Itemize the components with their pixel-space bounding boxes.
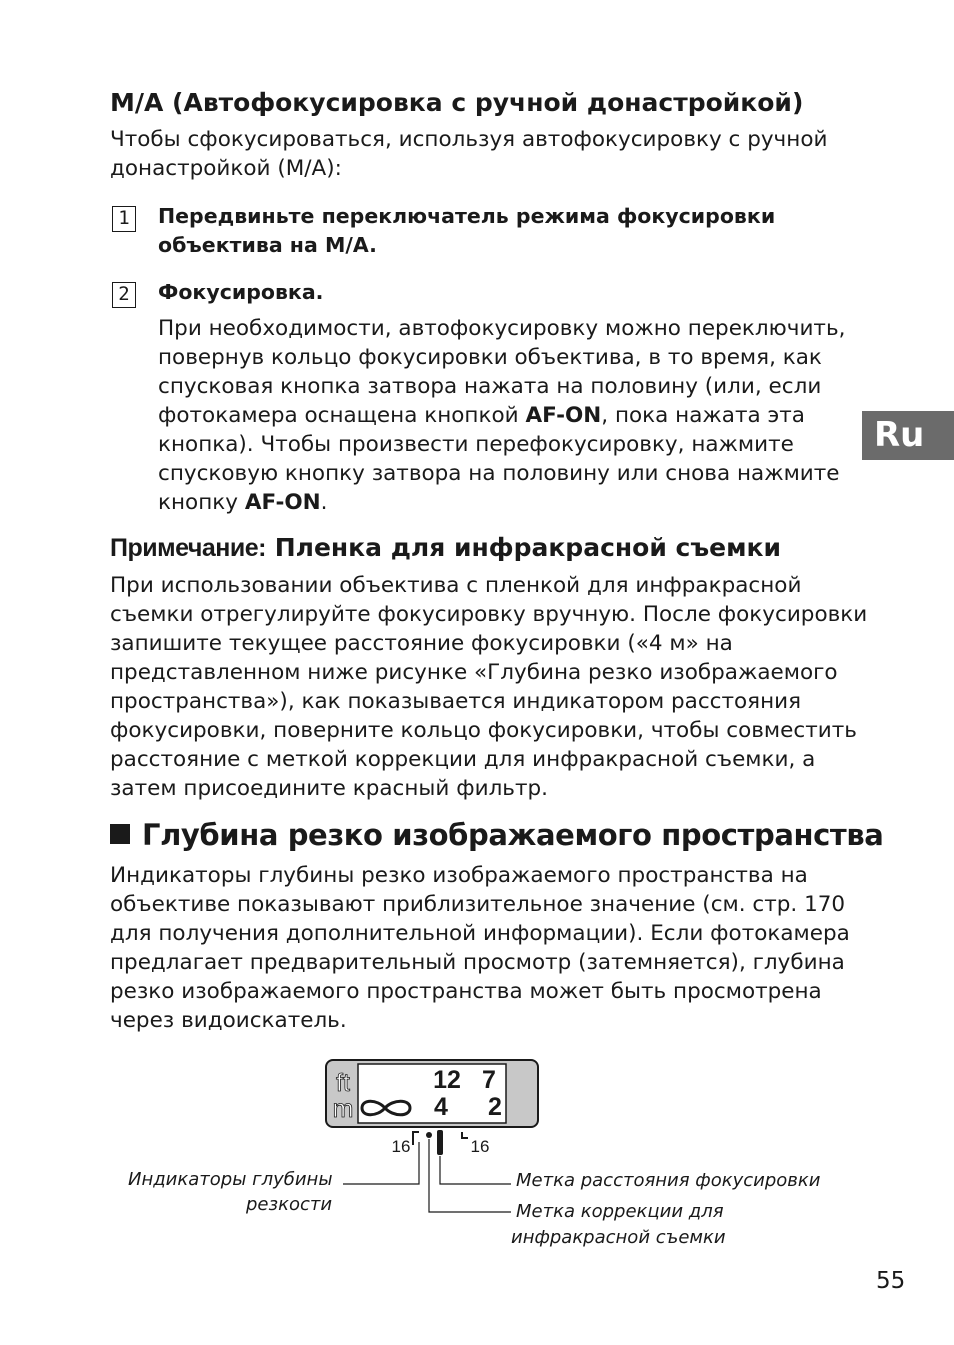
step-number-2: 2 — [112, 282, 136, 308]
unit-m-label: m — [332, 1095, 354, 1123]
body-line: кнопку AF-ON. — [158, 490, 328, 515]
intro-line: донастройкой (M/A): — [110, 156, 342, 181]
note-line: пространства»), как показывается индикатором расстояния — [110, 689, 802, 714]
dof-line: для получения дополнительной информации). Если фотокамера — [110, 921, 850, 946]
dof-right-bracket — [462, 1132, 468, 1138]
step-title-line: Передвиньте переключатель режима фокусировки — [158, 204, 776, 228]
body-line: кнопка). Чтобы произвести перефокусировку, нажмите — [158, 432, 794, 457]
section-title-ma: M/A (Автофокусировка с ручной донастройкой) — [110, 88, 804, 117]
note-heading: Пленка для инфракрасной съемки — [274, 533, 782, 562]
note-line: При использовании объектива с пленкой для инфракрасной — [110, 573, 802, 598]
page-number: 55 — [876, 1268, 906, 1294]
step-number-1: 1 — [112, 206, 136, 232]
ir-correction-dot — [426, 1132, 432, 1138]
dof-line: резко изображаемого пространства может быть просмотрена — [110, 979, 822, 1004]
af-on-key: AF-ON — [244, 490, 321, 515]
dof-left-bracket — [413, 1132, 419, 1145]
intro-line: Чтобы сфокусироваться, используя автофокусировку с ручной — [110, 127, 828, 152]
ft-value: 12 — [433, 1066, 461, 1094]
language-tab: Ru — [862, 411, 954, 460]
caption-dof-indicators: Индикаторы глубины — [128, 1169, 333, 1190]
m-value: 4 — [434, 1093, 448, 1121]
note-label: Примечание: — [110, 534, 266, 562]
dof-left-value: 16 — [391, 1137, 411, 1156]
ft-value: 7 — [482, 1066, 496, 1094]
body-line: повернув кольцо фокусировки объектива, в то время, как — [158, 345, 822, 370]
dof-line: объективе показывают приблизительное значение (см. стр. 170 — [110, 892, 846, 917]
step-title-line: объектива на M/A. — [158, 233, 377, 257]
leader-distance — [440, 1156, 511, 1184]
focus-distance-mark — [437, 1130, 443, 1155]
note-line: запишите текущее расстояние фокусировки («4 м» на — [110, 631, 733, 656]
m-value: 2 — [488, 1093, 502, 1121]
body-line: спусковая кнопка затвора нажата на половину (или, если — [158, 374, 822, 399]
note-line: фокусировки, поверните кольцо фокусировки, чтобы совместить — [110, 718, 857, 743]
section-title-dof: Глубина резко изображаемого пространства — [110, 816, 883, 854]
note-line: съемки отрегулируйте фокусировку вручную. После фокусировки — [110, 602, 868, 627]
caption-dof-indicators: резкости — [246, 1194, 333, 1215]
caption-ir-mark: инфракрасной съемки — [511, 1227, 726, 1248]
note-line: представленном ниже рисунке «Глубина резко изображаемого — [110, 660, 838, 685]
step-title-line: Фокусировка. — [158, 280, 324, 304]
dof-right-value: 16 — [470, 1137, 490, 1156]
unit-ft-label: ft — [336, 1069, 350, 1097]
dof-line: предлагает предварительный просмотр (затемняется), глубина — [110, 950, 845, 975]
note-line: расстояние с меткой коррекции для инфракрасной съемки, а — [110, 747, 816, 772]
af-on-key: AF-ON — [525, 403, 602, 428]
note-line: затем присоедините красный фильтр. — [110, 776, 548, 801]
caption-ir-mark: Метка коррекции для — [516, 1201, 724, 1222]
caption-distance-mark: Метка расстояния фокусировки — [516, 1170, 821, 1191]
body-line: При необходимости, автофокусировку можно переключить, — [158, 316, 846, 341]
body-line: фотокамера оснащена кнопкой AF-ON, пока нажата эта — [158, 403, 805, 428]
dof-line: Индикаторы глубины резко изображаемого пространства на — [110, 863, 808, 888]
dof-line: через видоискатель. — [110, 1008, 347, 1033]
body-line: спусковую кнопку затвора на половину или снова нажмите — [158, 461, 840, 486]
